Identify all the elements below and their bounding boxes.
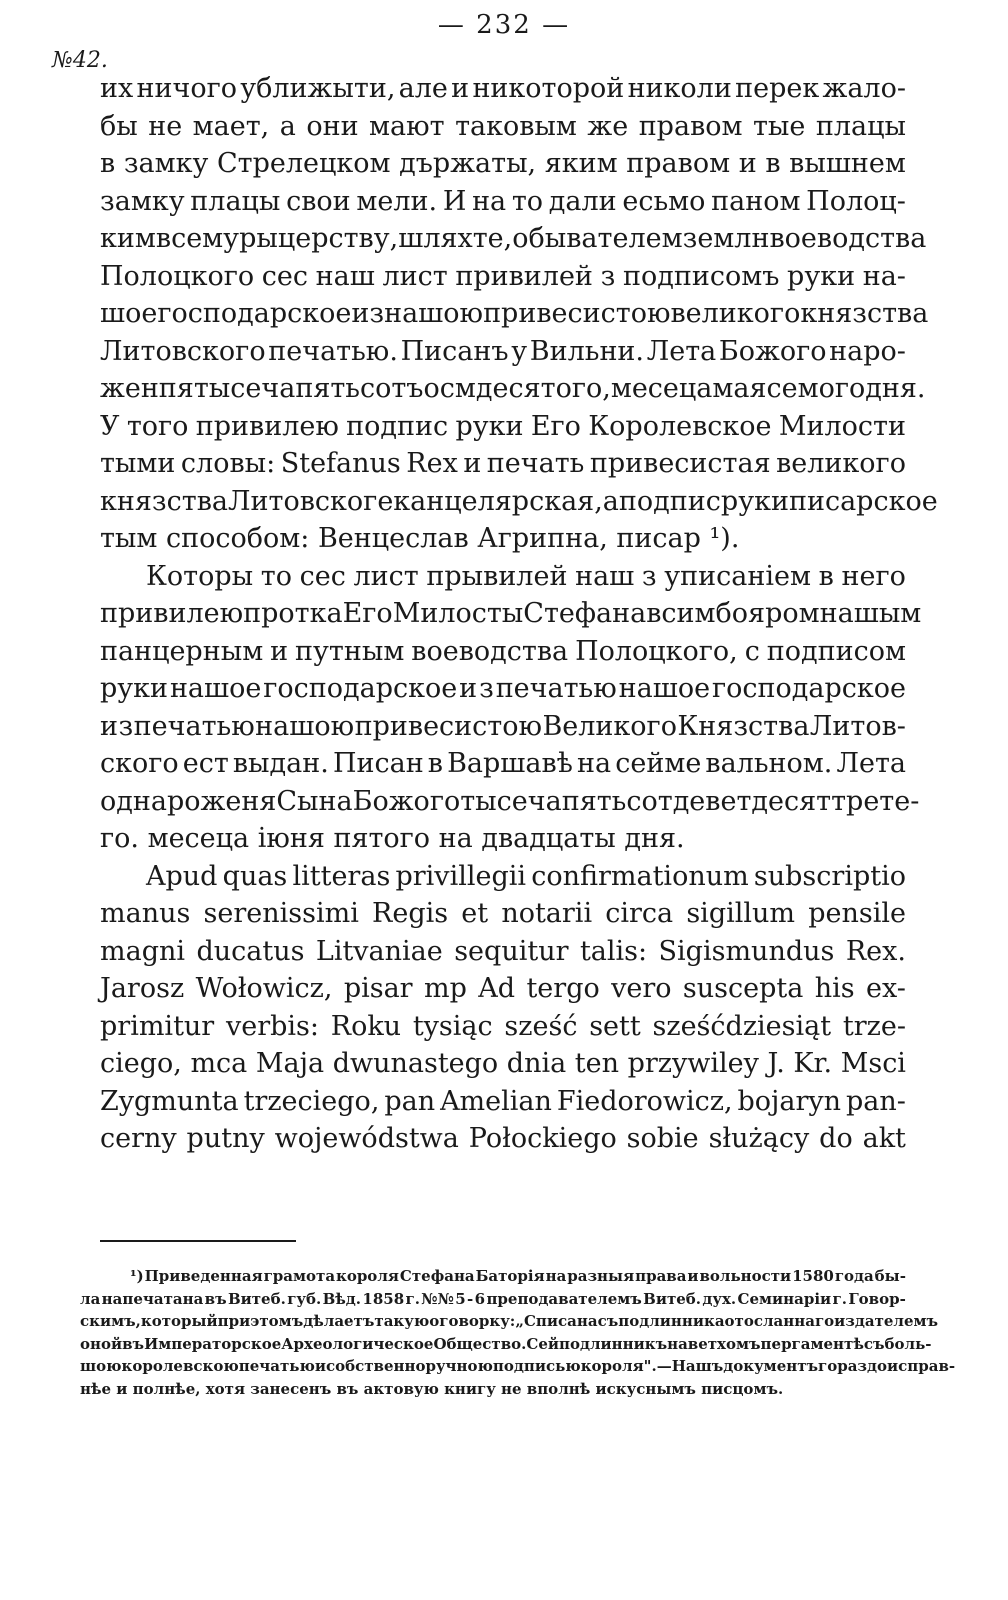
text-line: Zygmunta trzeciego, pan Amelian Fiedorowicz, bojaryn pan- xyxy=(100,1085,906,1117)
text-line: тым способом: Венцеслав Агрипна, писар ¹). xyxy=(100,523,740,554)
text-line: го. месеца iюня пятого на двадцаты дня. xyxy=(100,823,685,854)
text-line: и з печатью нашою привесистою Великого Князства Литов- xyxy=(100,710,906,742)
text-line: тыми словы: Stefanus Rex и печать привесистая великого xyxy=(100,448,906,479)
footnote xyxy=(80,1265,956,1400)
footnote-line: шою королевскою печатью и собственноручною подписью короля".—Нашъ документъ гораздо исправ- xyxy=(80,1357,956,1375)
text-line: ciego, mca Maja dwunastego dnia ten przywiley J. Kr. Msci xyxy=(100,1048,906,1079)
footnote-line: нѣе и полнѣе, хотя занесенъ въ актовую книгу не вполнѣ искуснымъ писцомъ. xyxy=(80,1379,784,1398)
text-line: Apud quas litteras privillegii confirmationum subscriptio xyxy=(146,860,906,892)
text-line: руки нашое господарское и з печатью нашое господарское xyxy=(100,673,906,704)
footnote-line: скимъ, который при этомъ дѣлаетъ такую оговорку: „Списана съ подлинника отосланнаго издателемъ xyxy=(80,1312,939,1330)
footnote-line: оной въ Императорское Археологическое Общество. Сей подлинникъ на ветхомъ пергаментѣ съ боль- xyxy=(80,1334,932,1353)
text-line: ким всему рыцерству, шляхте, обывателем землн воеводства xyxy=(100,223,927,254)
text-line: панцерным и путным воеводства Полоцкого, с подписом xyxy=(100,635,906,667)
footnote-line: ¹) Приведенная грамота короля Стефана Баторія на разныя права и вольности 1580 года бы- xyxy=(130,1267,906,1285)
text-line: привилею протка Его Милосты Стефана всим бояром нашым xyxy=(100,598,922,629)
text-line: од нароженя Сына Божого тысеча пятьсот деветдесят трете- xyxy=(100,785,920,817)
text-line: ского ест выдан. Писан в Варшавѣ на сейме вальном. Лета xyxy=(100,748,906,779)
text-line: Которы то сес лист прывилей наш з уписанiем в него xyxy=(146,560,906,592)
text-line: manus serenissimi Regis et notarii circa sigillum pensile xyxy=(100,898,906,929)
document-number: №42. xyxy=(52,48,108,73)
footnote-divider xyxy=(100,1240,296,1242)
footnote-line: ла напечатана въ Витеб. губ. Вѣд. 1858 г. №№ 5 - 6 преподавателемъ Витеб. дух. Семинаріи г. Говор- xyxy=(80,1289,906,1308)
text-line: шое господарское и з нашою привесистою великого князства xyxy=(100,298,929,329)
text-line: бы не мает, а они мают таковым же правом тые плацы xyxy=(100,110,906,142)
text-line: в замку Стрелецком държаты, яким правом и в вышнем xyxy=(100,148,906,179)
text-line: их ничого уближыти, але и никоторой николи перек жало- xyxy=(100,73,906,104)
text-line: primitur verbis: Roku tysiąc sześć sett sześćdziesiąt trze- xyxy=(100,1010,906,1042)
text-line: Jarosz Wołowicz, pisar mp Ad tergo vero suscepta his ex- xyxy=(100,973,906,1004)
text-line: Полоцкого сес наш лист привилей з подписомъ руки на- xyxy=(100,260,906,292)
page-number: — 232 — xyxy=(437,10,571,40)
text-line: magni ducatus Litvaniae sequitur talis: Sigismundus Rex. xyxy=(100,935,906,967)
text-line: князства Литовскоге канцелярская, а подпис руки писарское xyxy=(100,485,938,517)
text-line: cerny putny wojewódstwa Połockiego sobie służący do akt xyxy=(100,1123,906,1154)
text-line: замку плацы свои мели. И на то дали есьмо паном Полоц- xyxy=(100,185,906,217)
body-text xyxy=(100,70,938,1158)
text-line: женпя тысеча пятьсотъ осмдесятого, месеца мая семого дня. xyxy=(100,373,926,404)
text-line: У того привилею подпис руки Его Королевское Милости xyxy=(100,410,906,442)
text-line: Литовского печатью. Писанъ у Вильни. Лета Божого наро- xyxy=(100,335,906,367)
